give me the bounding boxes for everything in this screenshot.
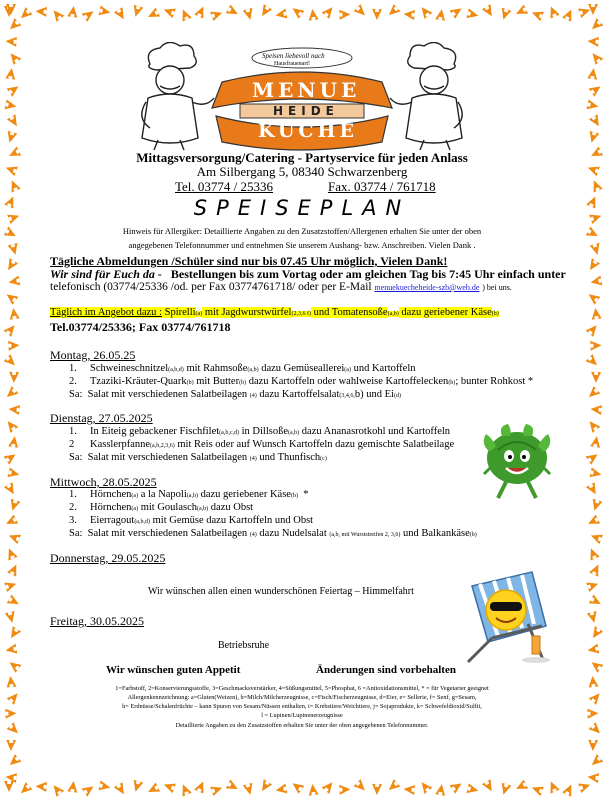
legend-line-3: h= Erdnüsse/Schalenfrüchte – kann Spuren von Sesam/Nüssen enthalten, i= Krebstiere/Weichtiere, j= Sojaprodukte, k= Schwefeldioxid/Sulfit, — [122, 703, 482, 710]
candy-corn-icon — [499, 783, 512, 796]
candy-corn-icon — [82, 7, 97, 22]
candy-corn-icon — [590, 307, 601, 319]
candy-corn-icon — [587, 611, 599, 624]
candy-corn-icon — [322, 779, 337, 794]
menu-item: 1. Schweineschnitzel(a,b,d) mit Rahmsoße(a,b) dazu Gemüseallerei(a) und Kartoffeln — [69, 363, 416, 374]
fax-number: Fax. 03774 / 761718 — [328, 179, 436, 194]
candy-corn-icon — [322, 4, 337, 19]
candy-corn-icon — [194, 779, 208, 793]
candy-corn-icon — [67, 780, 78, 792]
candy-corn-icon — [210, 783, 224, 796]
candy-corn-icon — [588, 4, 598, 15]
day-heading-monday: Montag, 26.05.25 — [50, 348, 136, 362]
decorative-border-left — [0, 0, 22, 797]
legend-line-1: 1=Farbstoff, 2=Konservierungsstoffe, 3=Geschmacksverstärker, 4=Süßungsmittel, 5=Phosphat, 6 =Antioxidationsmittel, * = für Vegetarier geeignet — [115, 685, 489, 692]
candy-corn-icon — [587, 644, 600, 656]
candy-corn-icon — [589, 658, 604, 673]
candy-corn-icon — [178, 782, 192, 796]
candy-corn-icon — [354, 779, 369, 794]
candy-corn-icon — [589, 562, 603, 576]
candy-corn-icon — [590, 404, 602, 415]
candy-corn-icon — [418, 4, 433, 19]
candy-corn-icon — [590, 340, 602, 351]
candy-corn-icon — [258, 779, 272, 794]
logo-word-kueche: KÜCHE — [258, 120, 358, 142]
candy-corn-icon — [4, 515, 18, 529]
candy-corn-icon — [307, 8, 318, 20]
phone-number: Tel. 03774 / 25336 — [175, 179, 274, 194]
candy-corn-icon — [514, 5, 528, 19]
candy-corn-icon — [9, 372, 19, 383]
candy-corn-icon — [7, 658, 22, 673]
candy-corn-icon — [8, 307, 19, 319]
decorative-border-right — [582, 0, 604, 797]
candy-corn-icon — [586, 354, 601, 369]
candy-corn-icon — [403, 784, 415, 795]
candy-corn-icon — [5, 99, 18, 111]
candy-corn-icon — [7, 754, 22, 769]
daily-offer-text: dazu geriebener Käse — [401, 307, 492, 318]
candy-corn-icon — [258, 4, 272, 19]
candy-corn-icon — [290, 779, 305, 794]
candy-corn-icon — [4, 450, 19, 464]
candy-corn-icon — [589, 594, 603, 608]
candy-corn-icon — [4, 258, 18, 273]
candy-corn-icon — [435, 8, 447, 20]
candy-corn-icon — [418, 779, 433, 794]
menu-item: 1. In Eiteig gebackener Fischfilet(a,b,c,d) in Dillsoße(a,b) dazu Ananasrotkohl und Kartoffeln — [69, 426, 451, 437]
candy-corn-icon — [243, 8, 256, 21]
candy-corn-icon — [587, 131, 600, 144]
candy-corn-icon — [588, 740, 598, 751]
candy-corn-icon — [339, 784, 351, 795]
candy-corn-icon — [7, 114, 21, 129]
candy-corn-icon — [450, 4, 465, 18]
candy-corn-icon — [4, 579, 18, 592]
candy-corn-icon — [482, 779, 496, 794]
candy-corn-icon — [586, 450, 601, 464]
candy-corn-icon — [587, 36, 599, 47]
candy-corn-icon — [590, 467, 603, 479]
menu-item: 2. Hörnchen(a) mit Goulasch(a,b) dazu Obst — [69, 502, 254, 513]
candy-corn-icon — [8, 276, 21, 288]
candy-corn-icon — [146, 783, 160, 797]
candy-corn-icon — [354, 4, 369, 19]
legend-line-5: Detaillierte Angaben zu den Zusatzstoffen erhalten Sie unter der oben angegebenen Telefonnummer. — [175, 722, 429, 729]
candy-corn-icon — [589, 50, 604, 65]
allergy-note-line-1: Hinweis für Allergiker: Detaillierte Angaben zu den Zusatzstoffen/Allergenen erhalten Sie unter der oben — [122, 226, 482, 236]
candy-corn-icon — [590, 435, 602, 447]
candy-corn-icon — [499, 8, 512, 21]
candy-corn-icon — [467, 783, 480, 795]
candy-corn-icon — [5, 131, 18, 144]
candy-corn-icon — [4, 322, 19, 337]
allergen-code: (a,b) — [387, 311, 399, 317]
candy-corn-icon — [339, 9, 351, 20]
contact-line-end: ) bei uns. — [482, 283, 512, 292]
candy-corn-icon — [586, 386, 601, 401]
candy-corn-icon — [546, 5, 559, 19]
candy-corn-icon — [162, 5, 176, 18]
candy-corn-icon — [114, 7, 128, 22]
spinach-mascot-icon — [478, 422, 556, 502]
candy-corn-icon — [131, 5, 144, 18]
candy-corn-icon — [450, 779, 465, 793]
candy-corn-icon — [372, 784, 382, 795]
candy-corn-icon — [275, 784, 288, 796]
logo-slogan-bottom: Hausfrauenart! — [274, 61, 310, 67]
candy-corn-icon — [35, 6, 47, 17]
menu-item: 2 Kasslerpfanne(a,b,2,3,6) mit Reis oder auf Wunsch Kartoffeln dazu gemischte Salatbeilage — [69, 439, 455, 450]
daily-offer-text: und Tomatensoße — [313, 307, 388, 318]
candy-corn-icon — [562, 782, 576, 796]
candy-corn-icon — [307, 783, 318, 795]
candy-corn-icon — [4, 386, 19, 401]
holiday-message: Wir wünschen allen einen wunderschönen Feiertag – Himmelfahrt — [148, 586, 414, 597]
candy-corn-icon — [82, 782, 97, 797]
menu-item-salad: Sa: Salat mit verschiedenen Salatbeilagen (4) und Thunfisch(c) — [69, 452, 327, 463]
allergen-code: (b) — [491, 311, 499, 317]
candy-corn-icon — [5, 772, 17, 783]
candy-corn-icon — [7, 594, 21, 608]
candy-corn-icon — [514, 780, 528, 794]
candy-corn-icon — [4, 547, 17, 561]
candy-corn-icon — [589, 626, 603, 641]
closed-message: Betriebsruhe — [218, 640, 270, 651]
daily-offer — [50, 307, 499, 318]
candy-corn-icon — [586, 290, 601, 305]
candy-corn-icon — [226, 5, 240, 19]
candy-corn-icon — [562, 7, 576, 21]
candy-corn-icon — [586, 515, 600, 529]
candy-corn-icon — [589, 531, 603, 544]
day-heading-thursday: Donnerstag, 29.05.2025 — [50, 551, 166, 565]
candy-corn-icon — [587, 99, 600, 111]
candy-corn-icon — [586, 482, 600, 497]
menu-item-salad: Sa: Salat mit verschiedenen Salatbeilagen (4) dazu Kartoffelsalat(3,4,6,b) und Ei(d) — [69, 389, 401, 400]
candy-corn-icon — [7, 50, 22, 65]
candy-corn-icon — [590, 499, 603, 512]
candy-corn-icon — [290, 4, 305, 19]
candy-corn-icon — [403, 9, 415, 20]
legend-line-4: l = Lupinen/Lupinenerzeugnisse — [261, 712, 343, 719]
candy-corn-icon — [591, 372, 601, 383]
candy-corn-icon — [35, 781, 47, 792]
candy-corn-icon — [146, 8, 160, 22]
candy-corn-icon — [6, 740, 16, 751]
candy-corn-icon — [8, 404, 20, 415]
services-line: Mittagsversorgung/Catering - Partyservice für jeden Anlass — [136, 150, 468, 165]
candy-corn-icon — [8, 340, 20, 351]
candy-corn-icon — [587, 772, 599, 783]
candy-corn-icon — [131, 780, 144, 793]
candy-corn-icon — [275, 9, 288, 21]
logo-word-menue: MENUE — [252, 78, 361, 102]
candy-corn-icon — [162, 780, 176, 793]
candy-corn-icon — [386, 779, 401, 794]
candy-corn-icon — [7, 18, 22, 33]
candy-corn-icon — [530, 783, 544, 796]
candy-corn-icon — [226, 780, 240, 794]
candy-corn-icon — [435, 783, 447, 795]
candy-corn-icon — [589, 754, 604, 769]
allergen-code: (2,3,6 f) — [291, 311, 311, 317]
day-heading-friday: Freitag, 30.05.2025 — [50, 614, 144, 628]
candy-corn-icon — [589, 114, 603, 129]
candy-corn-icon — [243, 783, 256, 796]
daily-offer-contact: Tel.03774/25336; Fax 03774/761718 — [50, 320, 231, 334]
candy-corn-icon — [586, 579, 600, 592]
candy-corn-icon — [7, 82, 22, 97]
appetite-message: Wir wünschen guten Appetit — [106, 664, 241, 676]
candy-corn-icon — [586, 418, 601, 433]
candy-corn-icon — [4, 354, 19, 369]
candy-corn-icon — [99, 780, 112, 792]
cancellation-notice: Tägliche Abmeldungen /Schüler sind nur bis 07.45 Uhr möglich, Vielen Dank! — [50, 254, 448, 268]
menu-item: 3. Eierragout(a,b,d) mit Gemüse dazu Kartoffeln und Obst — [69, 515, 314, 526]
candy-corn-icon — [7, 531, 21, 544]
candy-corn-icon — [372, 9, 382, 20]
order-notice — [50, 267, 566, 282]
candy-corn-icon — [7, 562, 21, 576]
candy-corn-icon — [4, 418, 19, 433]
candy-corn-icon — [6, 4, 16, 15]
menu-item: 1. Hörnchen(a) a la Napoli(a,b) dazu geriebener Käse(b) * — [69, 489, 309, 500]
candy-corn-icon — [589, 82, 604, 97]
candy-corn-icon — [467, 8, 480, 20]
candy-corn-icon — [50, 7, 65, 22]
candy-corn-icon — [589, 178, 603, 192]
allergen-code: (a) — [195, 311, 203, 317]
menu-item-salad: Sa: Salat mit verschiedenen Salatbeilagen (4) dazu Nudelsalat (a,b, mit Wurststreifen 2, 3,6) und Balkankäse(b) — [69, 528, 477, 539]
candy-corn-icon — [482, 4, 496, 19]
candy-corn-icon — [589, 18, 604, 33]
menu-item: 2. Tzaziki-Kräuter-Quark(b) mit Butter(b) dazu Kartoffeln oder wahlweise Kartoffelecken(b); bunter Rohkost * — [69, 376, 534, 387]
candy-corn-icon — [5, 611, 17, 624]
day-heading-wednesday: Mittwoch, 28.05.2025 — [50, 475, 157, 489]
daily-offer-text: mit Jagdwurstwürfel — [204, 307, 292, 318]
contact-line — [50, 281, 512, 293]
candy-corn-icon — [546, 780, 559, 794]
candy-corn-icon — [178, 7, 192, 21]
legend-line-2: Allergenkennzeichnung: a=Gluten(Weizen), b=Milch/Milcherzeugnisse, c=Fisch/Fischerzeugnisse, d=Eier, e= Sellerie, f= Senf, g=Sesam, — [127, 694, 477, 701]
candy-corn-icon — [8, 467, 21, 479]
order-deadline-text: Bestellungen bis zum Vortag oder am gleichen Tag bis 7:45 Uhr einfach unter — [170, 267, 566, 281]
daily-offer-label: Täglich im Angebot dazu : — [50, 307, 162, 318]
candy-corn-icon — [530, 8, 544, 21]
logo-slogan-top: Speisen liebevoll nach — [262, 52, 325, 60]
candy-corn-icon — [194, 4, 208, 18]
there-for-you-text: Wir sind für Euch da - — [50, 267, 162, 281]
candy-corn-icon — [5, 644, 18, 656]
candy-corn-icon — [50, 782, 65, 797]
candy-corn-icon — [590, 276, 603, 288]
email-link[interactable]: menuekuecheheide-szb@web.de — [374, 283, 480, 292]
decorative-border-top — [0, 0, 604, 22]
candy-corn-icon — [587, 67, 598, 79]
candy-corn-icon — [8, 435, 20, 447]
address-line: Am Silbergang 5, 08340 Schwarzenberg — [196, 164, 408, 179]
candy-corn-icon — [5, 36, 17, 47]
daily-offer-text: Spirelli — [164, 307, 196, 318]
candy-corn-icon — [586, 322, 601, 337]
candy-corn-icon — [4, 290, 19, 305]
day-heading-tuesday: Dienstag, 27.05.2025 — [50, 411, 153, 425]
contact-phone-text: telefonisch (03774/25336 /od. per Fax 03774761718/ oder per E-Mail — [50, 281, 372, 293]
candy-corn-icon — [586, 258, 600, 273]
allergy-note-line-2: angegebenen Telefonnummer und entnehmen Sie unserem Aushang- bzw. Anschreiben. Vielen Dank . — [128, 240, 476, 250]
candy-corn-icon — [586, 547, 599, 561]
candy-corn-icon — [8, 499, 21, 512]
logo-word-heide: HEIDE — [273, 104, 339, 118]
decorative-border-bottom — [0, 775, 604, 797]
page-title: SPEISEPLAN — [193, 196, 411, 220]
candy-corn-icon — [210, 8, 224, 21]
candy-corn-icon — [5, 67, 16, 79]
candy-corn-icon — [386, 4, 401, 19]
sun-deckchair-icon — [462, 566, 554, 666]
candy-corn-icon — [7, 626, 21, 641]
candy-corn-icon — [114, 782, 128, 797]
candy-corn-icon — [7, 178, 21, 192]
changes-message: Änderungen sind vorbehalten — [316, 664, 456, 676]
logo — [130, 42, 474, 152]
candy-corn-icon — [4, 482, 18, 497]
candy-corn-icon — [67, 5, 78, 17]
candy-corn-icon — [99, 5, 112, 17]
